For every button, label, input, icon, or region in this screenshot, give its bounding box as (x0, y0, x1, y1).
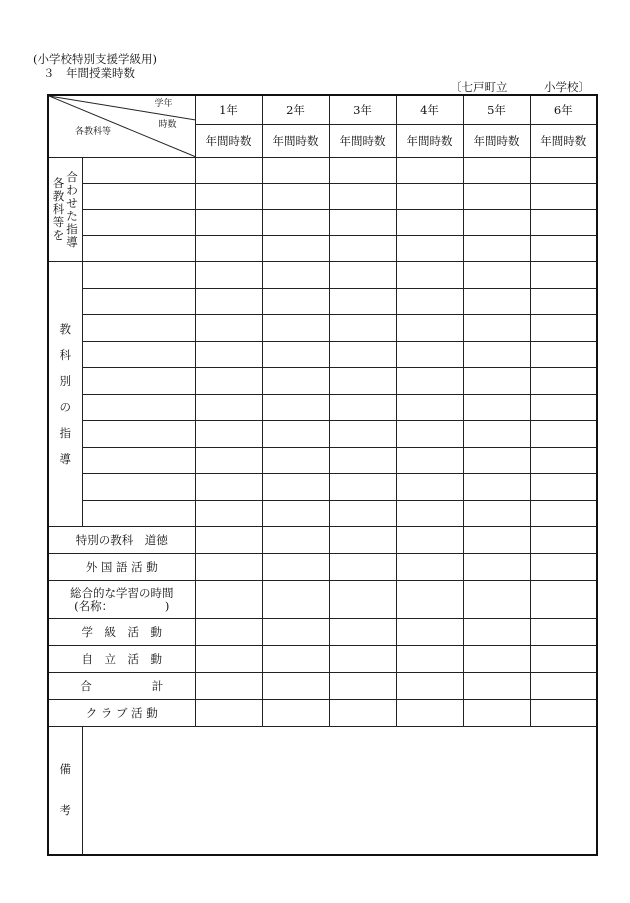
hours-cell[interactable] (396, 341, 463, 368)
total-cell[interactable] (195, 673, 262, 700)
hours-cell[interactable] (463, 368, 530, 395)
remarks-char: 備 (59, 762, 71, 777)
hours-cell[interactable] (463, 315, 530, 342)
hours-cell[interactable] (329, 368, 396, 395)
subject-name-cell[interactable] (82, 184, 195, 210)
hours-cell[interactable] (329, 341, 396, 368)
hours-cell[interactable] (530, 581, 597, 619)
foreign-language-label: 外 国 語 活 動 (48, 554, 195, 581)
hours-cell[interactable] (195, 158, 262, 184)
grade-5-header: 5年 (463, 95, 530, 125)
hours-cell[interactable] (396, 210, 463, 236)
hours-cell[interactable] (195, 236, 262, 262)
total-cell[interactable] (329, 673, 396, 700)
hours-cell[interactable] (195, 646, 262, 673)
club-activity-label: ク ラ ブ 活 動 (48, 700, 195, 727)
hours-cell[interactable] (195, 581, 262, 619)
hours-cell[interactable] (396, 288, 463, 315)
subject-name-cell[interactable] (82, 500, 195, 527)
group1-char: 各 (52, 176, 65, 190)
subject-specific-instruction-label (48, 262, 82, 527)
hours-cell[interactable] (262, 394, 329, 421)
total-cell[interactable] (396, 673, 463, 700)
hours-cell[interactable] (262, 315, 329, 342)
hours-cell[interactable] (329, 288, 396, 315)
hours-cell[interactable] (463, 474, 530, 501)
total-label (48, 673, 195, 700)
subject-name-cell[interactable] (82, 474, 195, 501)
hours-cell[interactable] (262, 158, 329, 184)
annual-hours-subheader: 年間時数 (463, 125, 530, 158)
hours-cell[interactable] (530, 527, 597, 554)
hours-cell[interactable] (262, 646, 329, 673)
subject-name-cell[interactable] (82, 236, 195, 262)
group1-char: せ (66, 195, 78, 210)
subject-name-cell[interactable] (82, 421, 195, 448)
hours-cell[interactable] (463, 527, 530, 554)
hours-cell[interactable] (262, 581, 329, 619)
group2-char: 導 (59, 451, 71, 466)
group2-char: 教 (59, 321, 71, 336)
hours-cell[interactable] (262, 262, 329, 289)
hours-cell[interactable] (530, 210, 597, 236)
group1-char: 科 (52, 202, 65, 216)
hours-cell[interactable] (396, 700, 463, 727)
hours-cell[interactable] (530, 184, 597, 210)
hours-cell[interactable] (463, 236, 530, 262)
hours-cell[interactable] (262, 700, 329, 727)
moral-education-label: 特別の教科 道徳 (48, 527, 195, 554)
hours-cell[interactable] (262, 474, 329, 501)
hours-cell[interactable] (329, 581, 396, 619)
hours-cell[interactable] (195, 210, 262, 236)
hours-cell[interactable] (530, 394, 597, 421)
subject-name-cell[interactable] (82, 158, 195, 184)
hours-cell[interactable] (195, 394, 262, 421)
subject-name-cell[interactable] (82, 210, 195, 236)
group2-char: の (59, 399, 71, 414)
hours-cell[interactable] (396, 315, 463, 342)
hours-cell[interactable] (463, 394, 530, 421)
remarks-label (48, 727, 82, 855)
hours-cell[interactable] (195, 288, 262, 315)
hours-cell[interactable] (530, 500, 597, 527)
subject-name-cell[interactable] (82, 315, 195, 342)
annual-hours-subheader: 年間時数 (396, 125, 463, 158)
hours-cell[interactable] (463, 700, 530, 727)
hours-cell[interactable] (396, 236, 463, 262)
class-activity-label: 学 級 活 動 (48, 619, 195, 646)
integrated-study-name: (名称： ) (74, 598, 170, 613)
grade-6-header: 6年 (530, 95, 597, 125)
independence-activity-label: 自 立 活 動 (48, 646, 195, 673)
hours-cell[interactable] (463, 158, 530, 184)
hours-cell[interactable] (463, 619, 530, 646)
hours-cell[interactable] (396, 554, 463, 581)
annual-hours-subheader: 年間時数 (329, 125, 396, 158)
group1-char: 指 (66, 221, 78, 236)
hours-cell[interactable] (463, 288, 530, 315)
annual-hours-subheader: 年間時数 (262, 125, 329, 158)
hours-cell[interactable] (262, 184, 329, 210)
hours-cell[interactable] (329, 619, 396, 646)
grade-3-header: 3年 (329, 95, 396, 125)
hours-cell[interactable] (396, 619, 463, 646)
hours-cell[interactable] (262, 421, 329, 448)
hours-cell[interactable] (329, 646, 396, 673)
total-cell[interactable] (463, 673, 530, 700)
annual-hours-subheader: 年間時数 (530, 125, 597, 158)
corner-grade-label: 学年 (154, 99, 173, 109)
subject-name-cell[interactable] (82, 288, 195, 315)
group2-char: 指 (59, 425, 71, 440)
hours-cell[interactable] (463, 262, 530, 289)
hours-cell[interactable] (396, 262, 463, 289)
hours-cell[interactable] (195, 619, 262, 646)
hours-cell[interactable] (262, 210, 329, 236)
form-title-note: (小学校特別支援学級用) (33, 52, 157, 66)
hours-cell[interactable] (530, 700, 597, 727)
hours-cell[interactable] (329, 421, 396, 448)
hours-cell[interactable] (530, 341, 597, 368)
grade-1-header: 1年 (195, 95, 262, 125)
hours-cell[interactable] (329, 236, 396, 262)
hours-cell[interactable] (530, 315, 597, 342)
grade-4-header: 4年 (396, 95, 463, 125)
hours-cell[interactable] (262, 236, 329, 262)
hours-cell[interactable] (530, 236, 597, 262)
hours-cell[interactable] (329, 210, 396, 236)
group1-char: た (66, 208, 78, 223)
hours-cell[interactable] (195, 500, 262, 527)
hours-cell[interactable] (329, 500, 396, 527)
hours-cell[interactable] (396, 581, 463, 619)
hours-cell[interactable] (329, 158, 396, 184)
corner-cell (48, 95, 195, 158)
group1-char: を (52, 228, 65, 242)
hours-cell[interactable] (195, 262, 262, 289)
hours-cell[interactable] (329, 315, 396, 342)
hours-cell[interactable] (329, 700, 396, 727)
annual-hours-subheader: 年間時数 (195, 125, 262, 158)
hours-cell[interactable] (329, 447, 396, 474)
total-cell[interactable] (530, 673, 597, 700)
hours-cell[interactable] (262, 500, 329, 527)
hours-cell[interactable] (530, 646, 597, 673)
group2-char: 別 (59, 373, 71, 388)
hours-cell[interactable] (195, 184, 262, 210)
hours-cell[interactable] (463, 500, 530, 527)
hours-cell[interactable] (530, 368, 597, 395)
corner-subject-label: 各教科等 (75, 127, 112, 137)
group1-char: 合 (66, 169, 78, 184)
hours-cell[interactable] (329, 474, 396, 501)
hours-cell[interactable] (463, 421, 530, 448)
hours-cell[interactable] (195, 447, 262, 474)
remarks-field[interactable] (82, 727, 597, 855)
hours-cell[interactable] (262, 619, 329, 646)
corner-hours-label: 時数 (158, 120, 177, 130)
section-title: ３ 年間授業時数 (43, 66, 135, 80)
hours-cell[interactable] (530, 158, 597, 184)
group2-char: 科 (59, 347, 71, 362)
hours-cell[interactable] (195, 421, 262, 448)
hours-cell[interactable] (396, 158, 463, 184)
hours-cell[interactable] (262, 527, 329, 554)
hours-cell[interactable] (262, 341, 329, 368)
hours-cell[interactable] (329, 184, 396, 210)
group1-char: 教 (52, 189, 65, 203)
total-label-char: 合 (80, 678, 92, 693)
hours-cell[interactable] (195, 315, 262, 342)
hours-cell[interactable] (195, 368, 262, 395)
school-name-suffix: 小学校〕 (544, 80, 590, 94)
hours-cell[interactable] (463, 447, 530, 474)
hours-cell[interactable] (463, 646, 530, 673)
subject-name-cell[interactable] (82, 341, 195, 368)
hours-cell[interactable] (463, 210, 530, 236)
group1-char: 導 (66, 234, 78, 249)
hours-cell[interactable] (396, 368, 463, 395)
hours-cell[interactable] (530, 554, 597, 581)
hours-cell[interactable] (530, 421, 597, 448)
total-cell[interactable] (262, 673, 329, 700)
group1-char: わ (66, 182, 78, 197)
hours-cell[interactable] (195, 341, 262, 368)
annual-hours-table (47, 94, 598, 856)
hours-cell[interactable] (195, 554, 262, 581)
hours-cell[interactable] (195, 700, 262, 727)
subject-name-cell[interactable] (82, 394, 195, 421)
hours-cell[interactable] (262, 368, 329, 395)
hours-cell[interactable] (463, 184, 530, 210)
hours-cell[interactable] (396, 447, 463, 474)
hours-cell[interactable] (329, 527, 396, 554)
hours-cell[interactable] (396, 421, 463, 448)
grade-2-header: 2年 (262, 95, 329, 125)
combined-instruction-label (48, 158, 82, 262)
hours-cell[interactable] (530, 288, 597, 315)
hours-cell[interactable] (262, 288, 329, 315)
hours-cell[interactable] (396, 500, 463, 527)
hours-cell[interactable] (262, 447, 329, 474)
hours-cell[interactable] (463, 341, 530, 368)
hours-cell[interactable] (329, 554, 396, 581)
subject-name-cell[interactable] (82, 368, 195, 395)
hours-cell[interactable] (463, 554, 530, 581)
subject-name-cell[interactable] (82, 262, 195, 289)
hours-cell[interactable] (530, 262, 597, 289)
hours-cell[interactable] (396, 646, 463, 673)
hours-cell[interactable] (329, 262, 396, 289)
hours-cell[interactable] (262, 554, 329, 581)
hours-cell[interactable] (530, 474, 597, 501)
group1-char: 等 (52, 215, 65, 229)
hours-cell[interactable] (195, 474, 262, 501)
hours-cell[interactable] (195, 527, 262, 554)
remarks-char: 考 (59, 803, 71, 818)
total-label-char: 計 (151, 678, 164, 693)
hours-cell[interactable] (396, 184, 463, 210)
hours-cell[interactable] (329, 394, 396, 421)
hours-cell[interactable] (463, 581, 530, 619)
integrated-study-label (48, 581, 195, 619)
hours-cell[interactable] (530, 619, 597, 646)
subject-name-cell[interactable] (82, 447, 195, 474)
hours-cell[interactable] (396, 474, 463, 501)
hours-cell[interactable] (396, 394, 463, 421)
school-name-prefix: 〔七戸町立 (450, 80, 508, 94)
hours-cell[interactable] (530, 447, 597, 474)
integrated-study-title: 総合的な学習の時間 (70, 585, 174, 600)
hours-cell[interactable] (396, 527, 463, 554)
